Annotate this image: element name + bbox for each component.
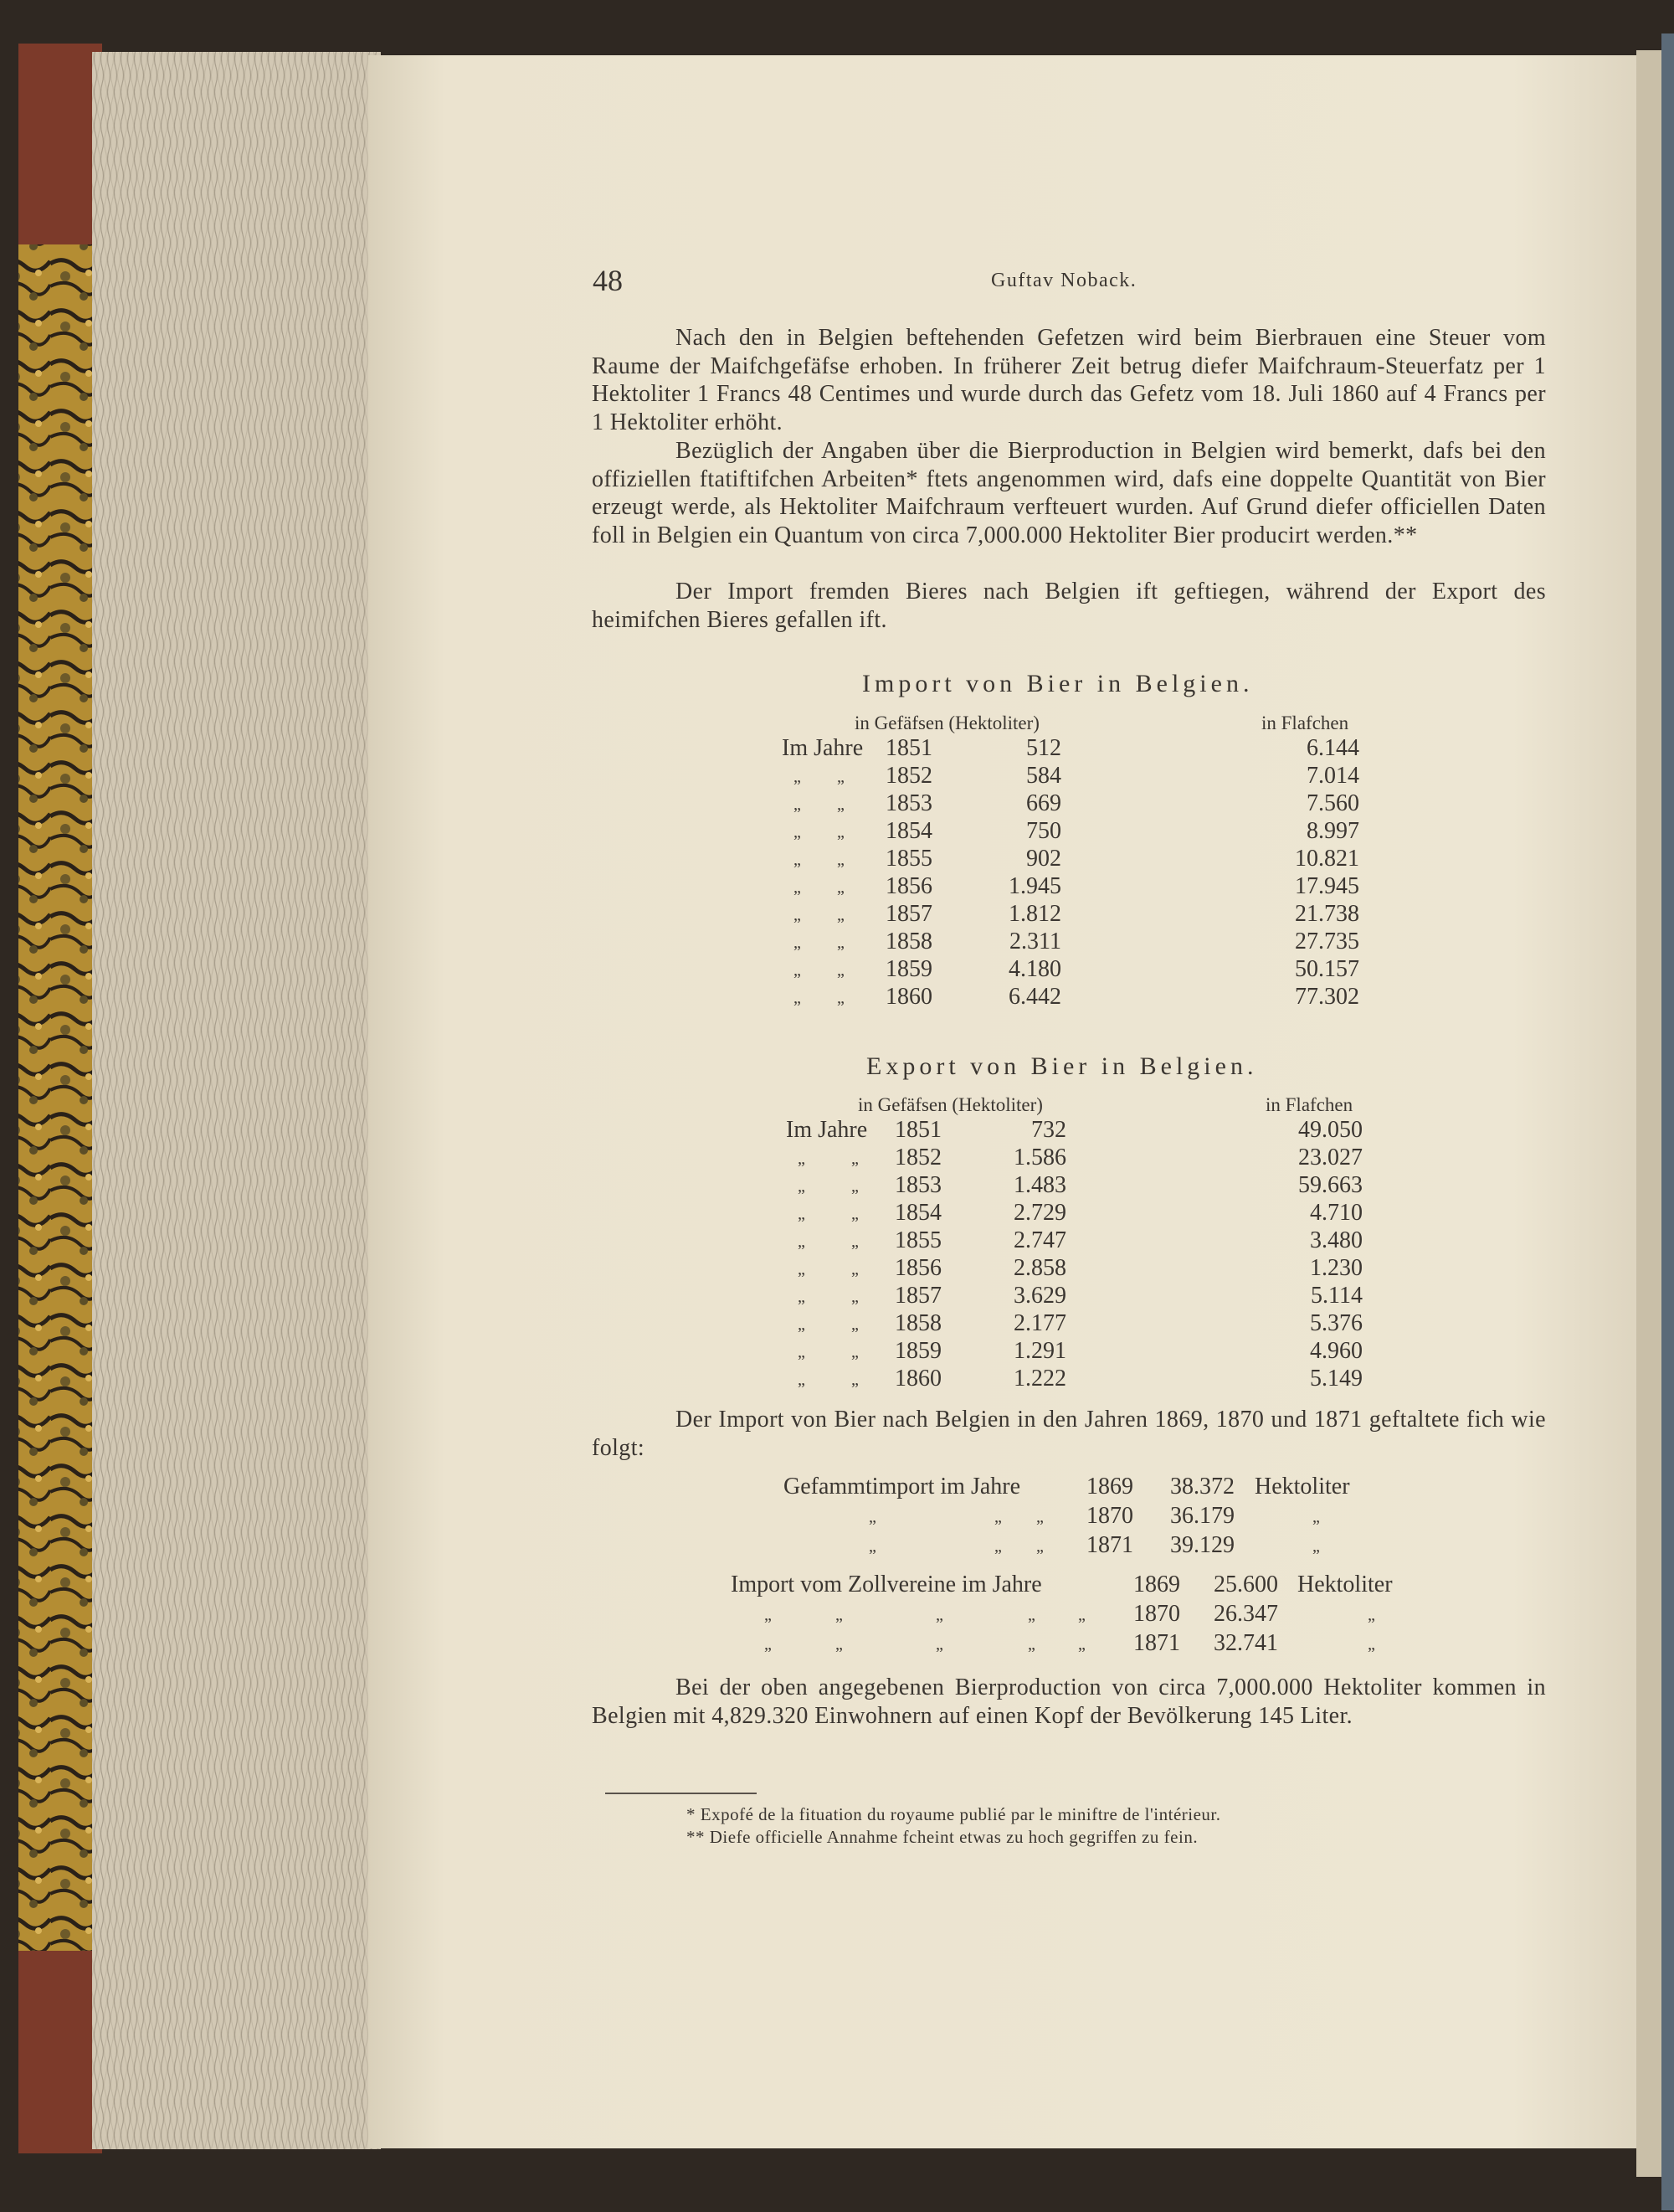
import-bottles: 27.735 [1295,929,1359,954]
export-ditto-mark: „ [798,1371,805,1389]
zollverein-import-ditto-mark: „ [764,1635,772,1654]
import-ditto-mark: „ [793,878,801,897]
export-bottles: 5.114 [1311,1283,1363,1309]
export-casks: 2.747 [1014,1227,1066,1253]
total-import-ditto-mark: „ [1036,1508,1044,1526]
import-ditto-mark: „ [793,989,801,1007]
export-ditto-mark: „ [798,1177,805,1196]
export-ditto-mark: „ [798,1205,805,1223]
export-bottles: 1.230 [1310,1255,1363,1281]
import-ditto-mark: „ [837,768,845,786]
import-ditto-mark: „ [837,961,845,980]
export-ditto-mark: „ [798,1343,805,1361]
import-year: 1857 [886,901,932,927]
export-ditto-mark: „ [798,1315,805,1334]
export-ditto-mark: „ [851,1371,859,1389]
export-year: 1854 [895,1200,942,1226]
zollverein-import-ditto-mark: „ [835,1606,843,1624]
total-import-value: 36.179 [1170,1503,1235,1529]
export-casks: 2.177 [1014,1310,1066,1336]
import-bottles: 21.738 [1295,901,1359,927]
paragraph-3 [592,578,1546,634]
export-casks: 1.291 [1014,1338,1066,1364]
footnote-1: * Expofé de la fituation du royaume publié par le miniftre de l'intérieur. [686,1804,1221,1824]
zollverein-import-ditto-mark: „ [1078,1606,1086,1624]
import-year: 1859 [886,956,932,982]
export-table-title: Export von Bier in Belgien. [866,1052,1258,1080]
total-import-value: 39.129 [1170,1532,1235,1558]
import-casks: 750 [1026,818,1061,844]
export-bottles: 59.663 [1298,1172,1363,1198]
import-bottles: 10.821 [1295,846,1359,872]
export-bottles: 49.050 [1298,1117,1363,1143]
import-casks: 6.442 [1009,984,1061,1010]
total-import-year: 1869 [1086,1474,1133,1500]
import-casks: 512 [1026,735,1061,761]
total-import-ditto-mark: „ [869,1537,876,1556]
import-ditto-mark: „ [837,906,845,924]
import-year: 1855 [886,846,932,872]
export-ditto-mark: „ [851,1232,859,1251]
export-bottles: 4.710 [1310,1200,1363,1226]
export-ditto-mark: „ [851,1150,859,1168]
footnote-2: ** Diefe officielle Annahme fcheint etwas zu hoch gegriffen zu fein. [686,1827,1199,1847]
zollverein-import-unit: Hektoliter [1297,1572,1393,1597]
import-casks: 584 [1026,763,1061,789]
export-year: 1856 [895,1255,942,1281]
export-year: 1855 [895,1227,942,1253]
paragraph-3-text: Der Import fremden Bieres nach Belgien ift geftiegen, während der Export des heimifchen Bieres gefallen ift. [592,579,1546,633]
zollverein-import-label: Import vom Zollvereine im Jahre [731,1572,1042,1597]
export-bottles: 5.149 [1310,1366,1363,1392]
zollverein-import-year: 1871 [1133,1630,1180,1656]
export-casks: 1.483 [1014,1172,1066,1198]
export-ditto-mark: „ [851,1343,859,1361]
zollverein-import-value: 25.600 [1214,1572,1278,1597]
export-casks: 2.729 [1014,1200,1066,1226]
import-year: 1856 [886,873,932,899]
total-import-ditto-mark: „ [869,1508,876,1526]
export-col-casks: in Gefäfsen (Hektoliter) [858,1094,1043,1115]
import-ditto-mark: „ [793,768,801,786]
total-import-ditto-mark: „ [994,1508,1002,1526]
export-col-bottles: in Flafchen [1266,1094,1353,1115]
import-ditto-mark: „ [793,823,801,841]
import-year: 1854 [886,818,932,844]
import-intro-text: Der Import von Bier nach Belgien in den Jahren 1869, 1870 und 1871 geftaltete fich wie folgt: [592,1407,1546,1461]
import-bottles: 7.014 [1307,763,1359,789]
import-casks: 1.812 [1009,901,1061,927]
zollverein-import-value: 32.741 [1214,1630,1278,1656]
export-ditto-mark: „ [851,1177,859,1196]
export-ditto-mark: „ [851,1288,859,1306]
import-casks: 2.311 [1009,929,1061,954]
paragraph-1-text: Nach den in Belgien beftehenden Gefetzen wird beim Bierbrauen eine Steuer vom Raume der Maifchgefäfse erhoben. In früherer Zeit betrug diefer Maifchraum-Steuerfatz per 1 Hektoliter 1 Francs 48 Centimes und wurde durch das Gefetz vom 18. Juli 1860 auf 4 Francs per 1 Hektoliter erhöht. [592,325,1546,435]
export-year: 1857 [895,1283,942,1309]
total-import-ditto-mark: „ [1036,1537,1044,1556]
zollverein-import-ditto-mark: „ [1028,1606,1035,1624]
import-ditto-mark: „ [837,878,845,897]
total-import-ditto-mark: „ [1312,1537,1320,1556]
import-year: 1858 [886,929,932,954]
running-head: Guftav Noback. [991,270,1137,291]
import-bottles: 7.560 [1307,790,1359,816]
import-col-bottles: in Flafchen [1261,712,1349,733]
export-bottles: 4.960 [1310,1338,1363,1364]
import-casks: 1.945 [1009,873,1061,899]
zollverein-import-ditto-mark: „ [936,1635,943,1654]
zollverein-import-ditto-mark: „ [936,1606,943,1624]
import-casks: 902 [1026,846,1061,872]
import-ditto-mark: „ [837,823,845,841]
import-casks: 4.180 [1009,956,1061,982]
import-ditto-mark: „ [793,795,801,814]
total-import-year: 1871 [1086,1532,1133,1558]
page-number: 48 [593,264,623,297]
import-intro [592,1406,1546,1462]
total-import-value: 38.372 [1170,1474,1235,1500]
zollverein-import-ditto-mark: „ [1078,1635,1086,1654]
export-ditto-mark: „ [851,1315,859,1334]
total-import-ditto-mark: „ [1312,1508,1320,1526]
import-ditto-mark: „ [793,851,801,869]
import-ditto-mark: „ [837,795,845,814]
import-ditto-mark: „ [837,989,845,1007]
export-year: 1852 [895,1145,942,1170]
total-import-label: Gefammtimport im Jahre [783,1474,1021,1500]
paragraph-1 [592,324,1546,436]
import-bottles: 50.157 [1295,956,1359,982]
import-casks: 669 [1026,790,1061,816]
paragraph-2 [592,437,1546,549]
import-table-title: Import von Bier in Belgien. [862,670,1254,697]
export-ditto-mark: „ [798,1260,805,1278]
import-ditto-mark: „ [793,934,801,952]
total-import-ditto-mark: „ [994,1537,1002,1556]
export-year: 1851 [895,1117,942,1143]
zollverein-import-year: 1869 [1133,1572,1180,1597]
export-year: 1853 [895,1172,942,1198]
total-import-unit: Hektoliter [1255,1474,1350,1500]
export-casks: 732 [1031,1117,1066,1143]
import-year: 1851 [886,735,932,761]
import-col-casks: in Gefäfsen (Hektoliter) [855,712,1040,733]
zollverein-import-value: 26.347 [1214,1601,1278,1627]
zollverein-import-ditto-mark: „ [1368,1635,1375,1654]
export-ditto-mark: „ [798,1232,805,1251]
export-year-prefix: Im Jahre [786,1117,868,1143]
import-bottles: 77.302 [1295,984,1359,1010]
export-year: 1858 [895,1310,942,1336]
closing-paragraph-text: Bei der oben angegebenen Bierproduction von circa 7,000.000 Hektoliter kommen in Belgien mit 4,829.320 Einwohnern auf einen Kopf der Bevölkerung 145 Liter. [592,1674,1546,1729]
export-ditto-mark: „ [798,1288,805,1306]
import-year-prefix: Im Jahre [782,735,864,761]
zollverein-import-ditto-mark: „ [764,1606,772,1624]
import-bottles: 17.945 [1295,873,1359,899]
import-ditto-mark: „ [837,934,845,952]
export-ditto-mark: „ [798,1150,805,1168]
export-casks: 2.858 [1014,1255,1066,1281]
zollverein-import-ditto-mark: „ [835,1635,843,1654]
export-year: 1860 [895,1366,942,1392]
total-import-year: 1870 [1086,1503,1133,1529]
closing-paragraph [592,1674,1546,1730]
export-ditto-mark: „ [851,1205,859,1223]
export-bottles: 23.027 [1298,1145,1363,1170]
export-casks: 1.586 [1014,1145,1066,1170]
import-ditto-mark: „ [837,851,845,869]
zollverein-import-ditto-mark: „ [1368,1606,1375,1624]
export-ditto-mark: „ [851,1260,859,1278]
import-bottles: 8.997 [1307,818,1359,844]
import-ditto-mark: „ [793,961,801,980]
zollverein-import-year: 1870 [1133,1601,1180,1627]
export-bottles: 3.480 [1310,1227,1363,1253]
import-ditto-mark: „ [793,906,801,924]
export-casks: 1.222 [1014,1366,1066,1392]
import-year: 1852 [886,763,932,789]
export-year: 1859 [895,1338,942,1364]
import-bottles: 6.144 [1307,735,1359,761]
zollverein-import-ditto-mark: „ [1028,1635,1035,1654]
export-bottles: 5.376 [1310,1310,1363,1336]
import-year: 1860 [886,984,932,1010]
export-casks: 3.629 [1014,1283,1066,1309]
paragraph-2-text: Bezüglich der Angaben über die Bierproduction in Belgien wird bemerkt, dafs bei den offiziellen ftatiftifchen Arbeiten* ftets angenommen wird, dafs eine doppelte Quantität von Bier erzeugt werde, als Hektoliter Maifchraum verfteuert wurden. Auf Grund diefer officiellen Daten foll in Belgien ein Quantum von circa 7,000.000 Hektoliter Bier producirt werden.** [592,438,1546,548]
import-year: 1853 [886,790,932,816]
